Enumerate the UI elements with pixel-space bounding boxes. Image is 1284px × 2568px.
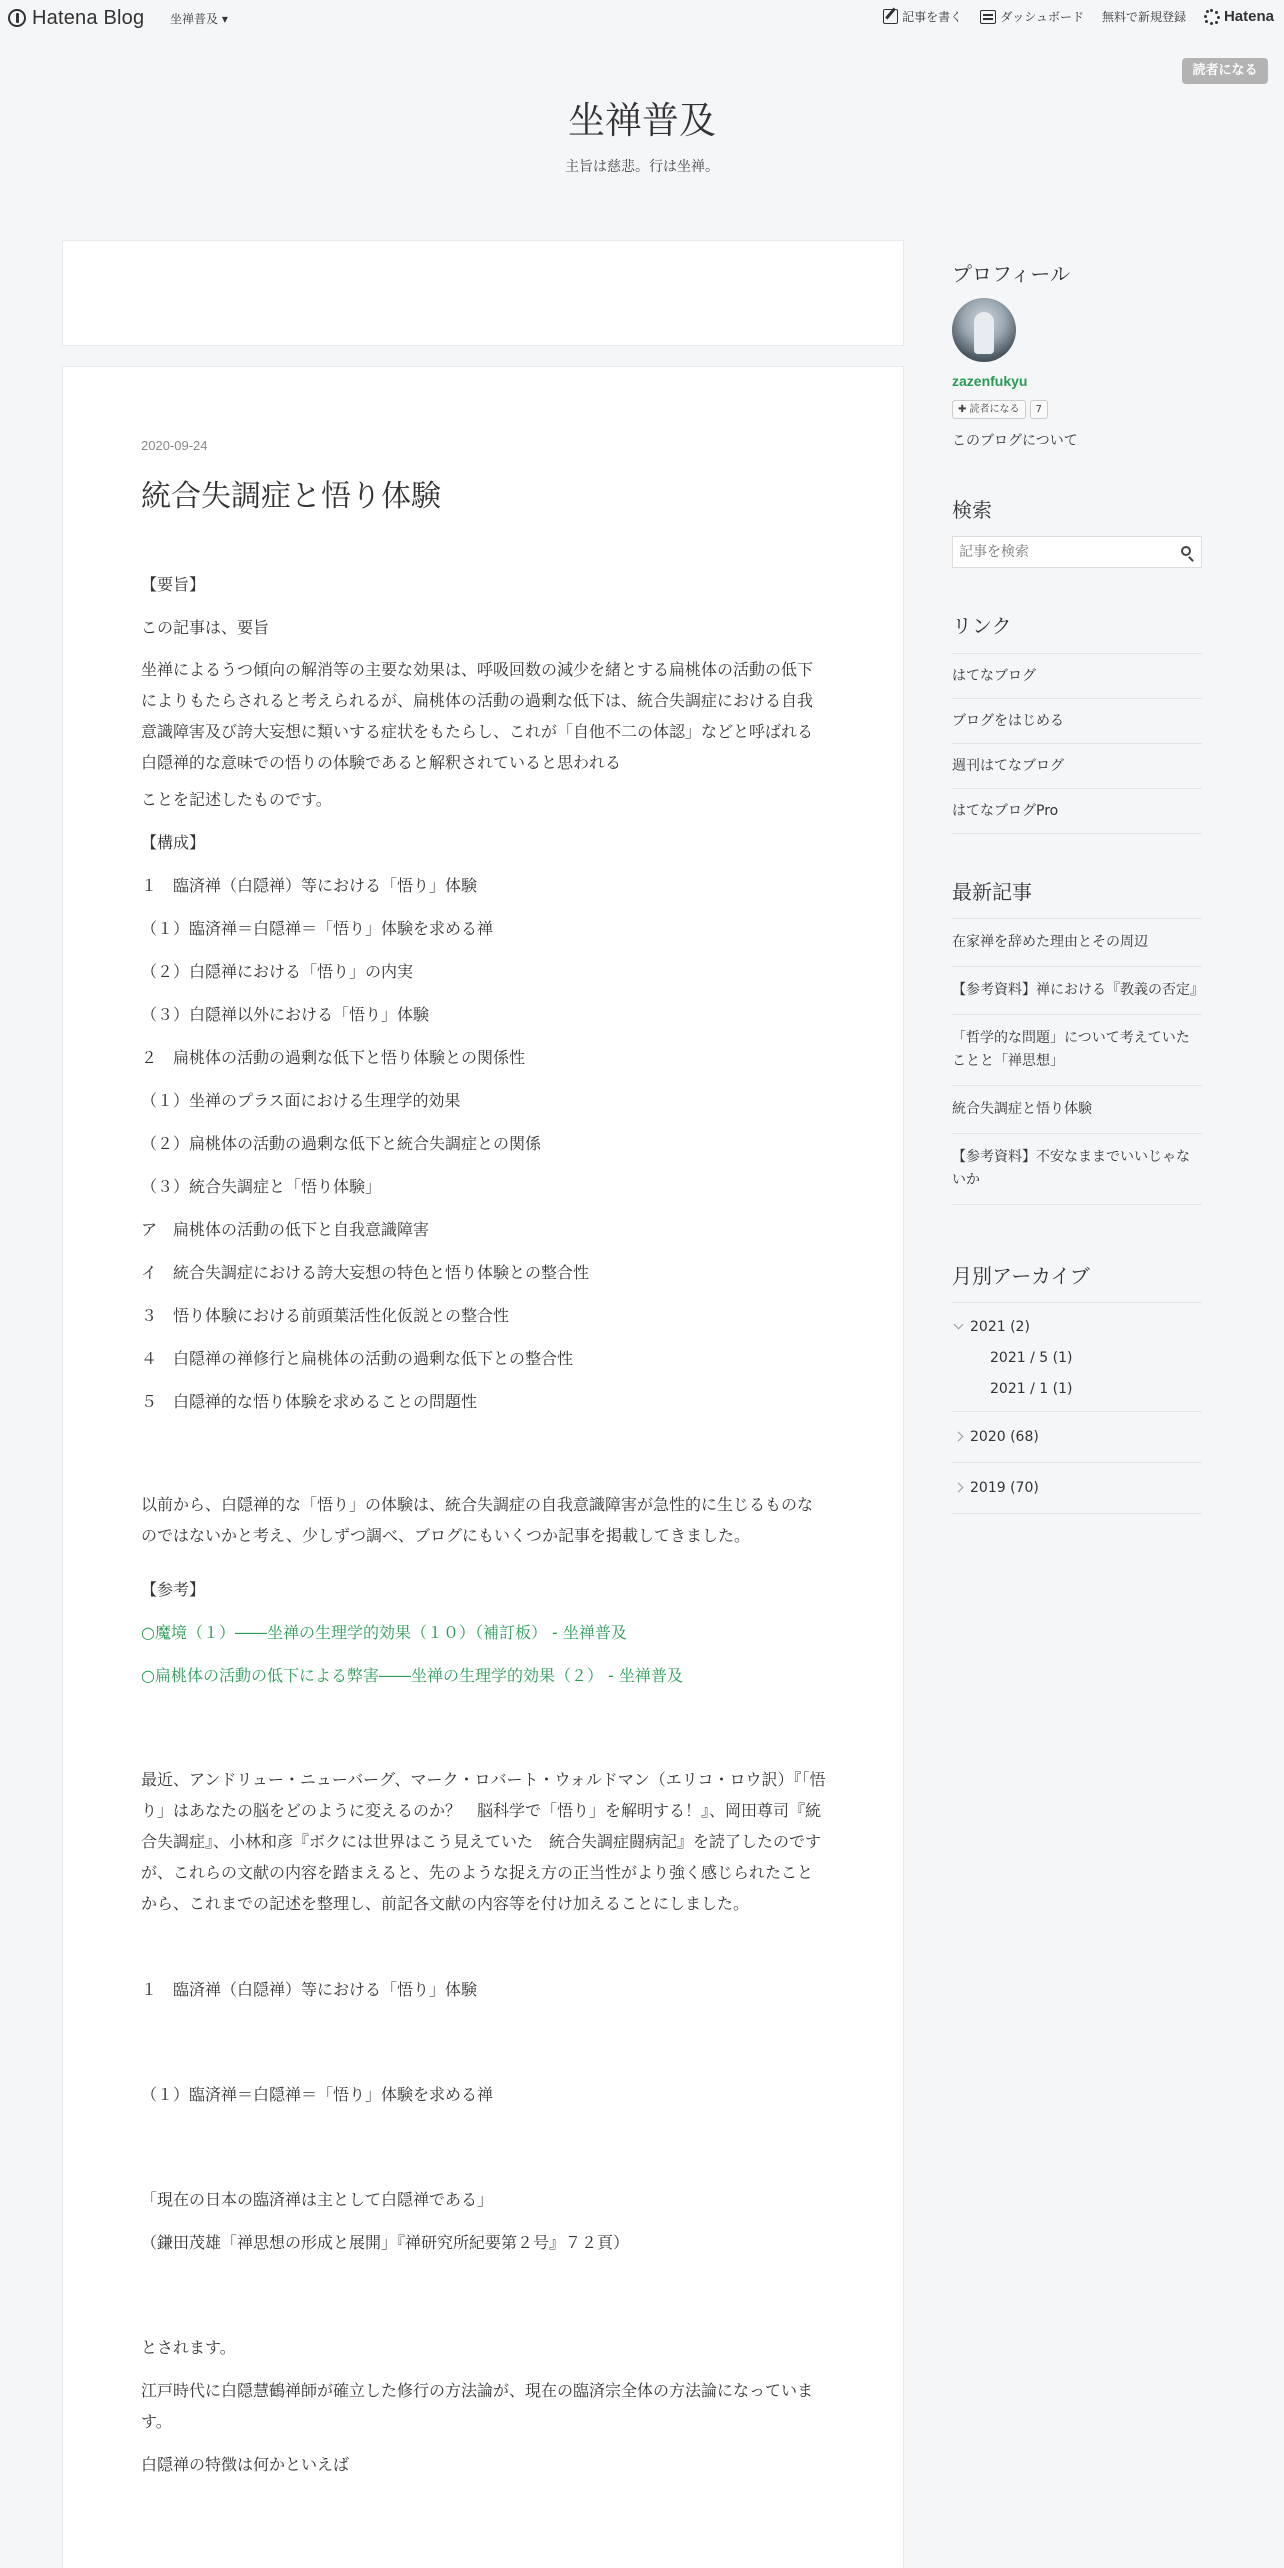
search-input[interactable]	[953, 537, 1165, 567]
toc-item: ２ 扁桃体の活動の過剰な低下と悟り体験との関係性	[141, 1048, 526, 1067]
about-blog-link[interactable]: このブログについて	[952, 433, 1078, 449]
entry-date[interactable]: 2020-09-24	[141, 438, 208, 453]
paragraph: ことを記述したものです。	[141, 790, 332, 809]
entry-article	[62, 366, 904, 2568]
archive-year-2020[interactable]: 2020 (68)	[952, 1412, 1202, 1463]
archive-month[interactable]: 2021 / 1 (1)	[990, 1381, 1073, 1397]
blog-title[interactable]: 坐禅普及	[568, 99, 716, 142]
signup-link[interactable]: 無料で新規登録	[1101, 10, 1186, 24]
blog-description: 主旨は慈悲。行は坐禅。	[565, 159, 719, 175]
hatena-blog-logo[interactable]	[8, 6, 144, 30]
profile-name[interactable]: zazenfukyu	[952, 373, 1028, 389]
toc-item: ５ 白隠禅的な悟り体験を求めることの問題性	[141, 1392, 478, 1411]
toc-item: （１）坐禅のプラス面における生理学的効果	[141, 1091, 461, 1110]
paragraph: 白隠禅の特徴は何かといえば	[141, 2455, 350, 2474]
hatena-link[interactable]: Hatena	[1204, 8, 1274, 25]
write-article-link[interactable]: 記事を書く	[883, 8, 962, 25]
link-item[interactable]: はてなブログ	[952, 654, 1202, 699]
reference-link-amygdala[interactable]: ○扁桃体の活動の低下による弊害――坐禅の生理学的効果（２） - 坐禅普及	[141, 1666, 683, 1685]
paragraph: 以前から、白隠禅的な「悟り」の体験は、統合失調症の自我意識障害が急性的に生じるものなのではないかと考え、少しずつ調べ、ブログにもいくつか記事を掲載してきました。	[141, 1495, 814, 1545]
recent-item[interactable]: 【参考資料】禅における『教義の否定』	[952, 967, 1202, 1015]
paragraph: 坐禅によるうつ傾向の解消等の主要な効果は、呼吸回数の減少を緒とする扁桃体の活動の低下によりもたらされると考えられるが、扁桃体の活動の過剰な低下は、統合失調症における自我意識障害及び誇大妄想に類いする症状をもたらし、これが「自他不二の体認」などと呼ばれる白隠禅的な意味での悟りの体験であると解釈されていると思われる	[141, 660, 814, 772]
archive-year-2021[interactable]: 2021 (2) 2021 / 5 (1) 2021 / 1 (1)	[952, 1303, 1202, 1412]
toc-item: イ 統合失調症における誇大妄想の特色と悟り体験との整合性	[141, 1263, 590, 1282]
recent-item[interactable]: 「哲学的な問題」について考えていたことと「禅思想」	[952, 1015, 1202, 1086]
link-item[interactable]: 週刊はてなブログ	[952, 744, 1202, 789]
toc-item: ４ 白隠禅の禅修行と扁桃体の活動の過剰な低下との整合性	[141, 1349, 574, 1368]
blog-menu-dropdown[interactable]: 坐禅普及 ▾	[170, 12, 228, 26]
dashboard-link[interactable]: ダッシュボード	[980, 8, 1084, 25]
link-item[interactable]: ブログをはじめる	[952, 699, 1202, 744]
link-item[interactable]: はてなブログPro	[952, 789, 1202, 834]
profile-subscribe-button[interactable]: ✚ 読者になる	[952, 400, 1026, 419]
dashboard-icon	[980, 10, 996, 24]
archive-month[interactable]: 2021 / 5 (1)	[990, 1350, 1073, 1366]
paragraph: 【要旨】	[141, 575, 206, 594]
paragraph: 【構成】	[141, 833, 206, 852]
search-icon[interactable]	[1181, 546, 1191, 556]
toc-item: （３）統合失調症と「悟り体験」	[141, 1177, 382, 1196]
hatena-blog-logo-icon	[8, 9, 26, 27]
toc-item: （１）臨済禅＝白隠禅＝「悟り」体験を求める禅	[141, 919, 494, 938]
quote: 「現在の日本の臨済禅は主として白隠禅である」	[141, 2190, 494, 2209]
paragraph: 最近、アンドリュー・ニューバーグ、マーク・ロバート・ウォルドマン（エリコ・ロウ訳）『「悟り」はあなたの脳をどのように変えるのか？ 脳科学で「悟り」を解明する！』、岡田尊司『統合失調症』、小林和彦『ボクには世界はこう見えていた 統合失調症闘病記』を読了したのですが、これらの文献の内容を踏まえると、先のような捉え方の正当性がより強く感じられたことから、これまでの記述を整理し、前記各文献の内容等を付け加えることにしました。	[141, 1770, 826, 1913]
ad-space	[62, 240, 904, 346]
links-heading: リンク	[952, 614, 1012, 638]
search-heading: 検索	[952, 498, 992, 522]
hatena-blog-logo-text: Hatena Blog	[32, 6, 145, 29]
links-list	[952, 653, 1202, 834]
paragraph: 【参考】	[141, 1580, 206, 1599]
chevron-right-icon[interactable]	[954, 1432, 964, 1442]
toc-item: （２）白隠禅における「悟り」の内実	[141, 962, 414, 981]
search-form	[952, 536, 1202, 568]
avatar[interactable]	[952, 298, 1016, 362]
chevron-down-icon[interactable]	[954, 1320, 964, 1330]
chevron-right-icon[interactable]	[954, 1483, 964, 1493]
section-heading: （１）臨済禅＝白隠禅＝「悟り」体験を求める禅	[141, 2085, 494, 2104]
global-header	[0, 0, 1284, 36]
hatena-dots-icon	[1204, 9, 1220, 25]
recent-list	[952, 918, 1202, 1205]
subscriber-count[interactable]: 7	[1030, 400, 1048, 419]
paragraph: とされます。	[141, 2338, 236, 2357]
archive-heading: 月別アーカイブ	[952, 1264, 1090, 1288]
quote-source: （鎌田茂雄「禅思想の形成と展開」『禅研究所紀要第２号』７２頁）	[141, 2233, 630, 2252]
profile-heading: プロフィール	[952, 262, 1070, 286]
section-heading: １ 臨済禅（白隠禅）等における「悟り」体験	[141, 1980, 478, 1999]
recent-item[interactable]: 統合失調症と悟り体験	[952, 1086, 1202, 1134]
toc-item: （３）白隠禅以外における「悟り」体験	[141, 1005, 430, 1024]
toc-item: ３ 悟り体験における前頭葉活性化仮説との整合性	[141, 1306, 510, 1325]
recent-heading: 最新記事	[952, 880, 1032, 904]
paragraph: この記事は、要旨	[141, 618, 270, 637]
paragraph: 江戸時代に白隠慧鶴禅師が確立した修行の方法論が、現在の臨済宗全体の方法論になっています。	[141, 2381, 814, 2431]
entry-title[interactable]: 統合失調症と悟り体験	[141, 479, 441, 514]
subscribe-button[interactable]: 読者になる	[1182, 58, 1268, 84]
recent-item[interactable]: 【参考資料】不安なままでいいじゃないか	[952, 1134, 1202, 1205]
reference-link-makyo[interactable]: ○魔境（１）――坐禅の生理学的効果（１０）（補訂板） - 坐禅普及	[141, 1623, 627, 1642]
archive-year-2019[interactable]: 2019 (70)	[952, 1463, 1202, 1514]
toc-item: １ 臨済禅（白隠禅）等における「悟り」体験	[141, 876, 478, 895]
pencil-icon	[883, 9, 898, 24]
archive-list	[952, 1302, 1202, 1514]
toc-item: （２）扁桃体の活動の過剰な低下と統合失調症との関係	[141, 1134, 542, 1153]
toc-item: ア 扁桃体の活動の低下と自我意識障害	[141, 1220, 430, 1239]
recent-item[interactable]: 在家禅を辞めた理由とその周辺	[952, 919, 1202, 967]
